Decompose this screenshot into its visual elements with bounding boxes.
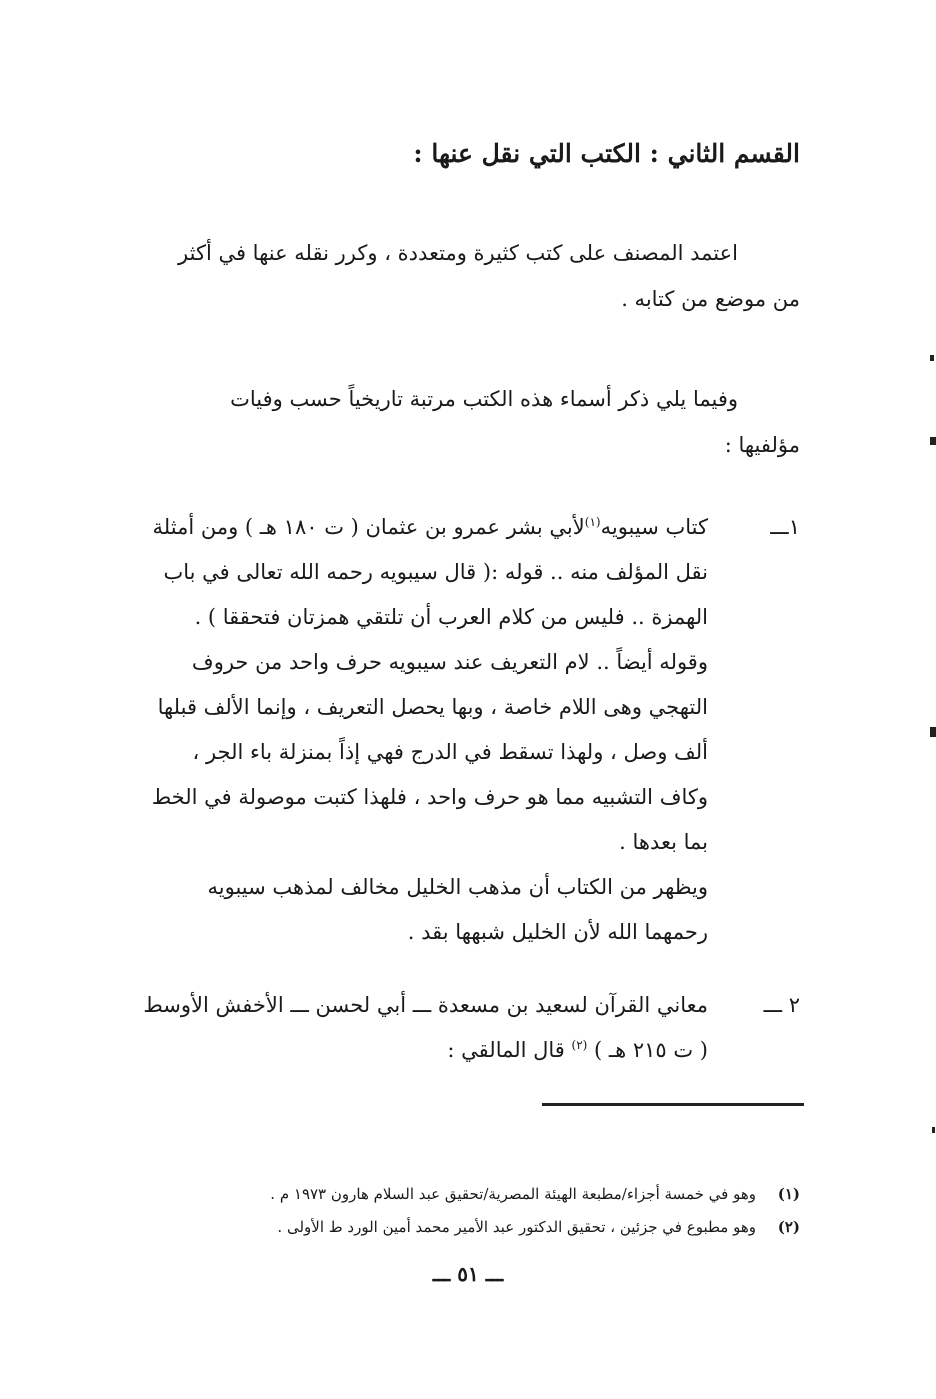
item-line: نقل المؤلف منه .. قوله :( قال سيبويه رحمه الله تعالى في باب [163,560,708,584]
footnote-text: وهو في خمسة أجزاء/مطبعة الهيئة المصرية/تحقيق عبد السلام هارون ١٩٧٣ م . [270,1185,756,1203]
scan-mark [930,437,936,445]
item-text: لأبي بشر عمرو بن عثمان ( ت ١٨٠ هـ ) ومن أمثلة [152,515,585,539]
item-line: ويظهر من الكتاب أن مذهب الخليل مخالف لمذهب سيبويه [207,875,708,899]
footnotes [110,1178,800,1244]
scan-mark [930,727,936,737]
list-intro-line: وفيما يلي ذكر أسماء هذه الكتب مرتبة تاريخياً حسب وفيات [230,387,738,411]
item-line [110,1028,708,1073]
footnote-ref: (١) [584,515,601,529]
footnote-number: (٢) [777,1218,800,1236]
item-line: رحمهما الله لأن الخليل شبهها بقد . [407,920,708,944]
list-item-akhfash [110,983,800,1073]
item-line: وكاف التشبيه مما هو حرف واحد ، فلهذا كتبت موصولة في الخط [151,785,708,809]
item-line: ألف وصل ، ولهذا تسقط في الدرج فهي إذاً بمنزلة باء الجر ، [192,740,708,764]
footnote-ref: (٢) [571,1038,588,1052]
item-line: بما بعدها . [619,830,708,854]
footnote [110,1178,800,1211]
list-intro-paragraph [110,376,800,468]
item-body [110,505,708,955]
item-text: ( ت ٢١٥ هـ ) [594,1038,708,1062]
item-number: ٢ ـــ [763,993,800,1017]
scan-mark [932,1127,935,1133]
item-line: وقوله أيضاً .. لام التعريف عند سيبويه حرف واحد من حروف [191,650,708,674]
book-title: كتاب سيبويه [600,515,708,539]
section-heading: القسم الثاني : الكتب التي نقل عنها : [413,139,800,168]
footnote-text: وهو مطبوع في جزئين ، تحقيق الدكتور عبد الأمير محمد أمين الورد ط الأولى . [277,1218,756,1236]
item-line: الهمزة .. فليس من كلام العرب أن تلتقي همزتان فتحققا ) . [194,605,708,629]
intro-paragraph [110,230,800,322]
item-body [110,983,708,1073]
item-line: معاني القرآن لسعيد بن مسعدة ـــ أبي لحسن ـــ الأخفش الأوسط [143,993,708,1017]
item-text: قال المالقي : [447,1038,565,1062]
footnote-number: (١) [777,1185,800,1203]
item-line: التهجي وهى اللام خاصة ، وبها يحصل التعريف ، وإنما الألف قبلها [157,695,708,719]
item-line [110,505,708,550]
list-item-sibawayh [110,505,800,955]
footnote [110,1211,800,1244]
item-number: ١ـــ [770,515,800,539]
intro-line: من موضع من كتابه . [621,287,800,311]
intro-line: اعتمد المصنف على كتب كثيرة ومتعددة ، وكرر نقله عنها في أكثر [178,241,738,265]
footnote-separator [542,1103,804,1106]
scan-mark [930,355,934,361]
page-number: ـــ ٥١ ـــ [432,1262,504,1286]
list-intro-line: مؤلفيها : [724,433,800,457]
